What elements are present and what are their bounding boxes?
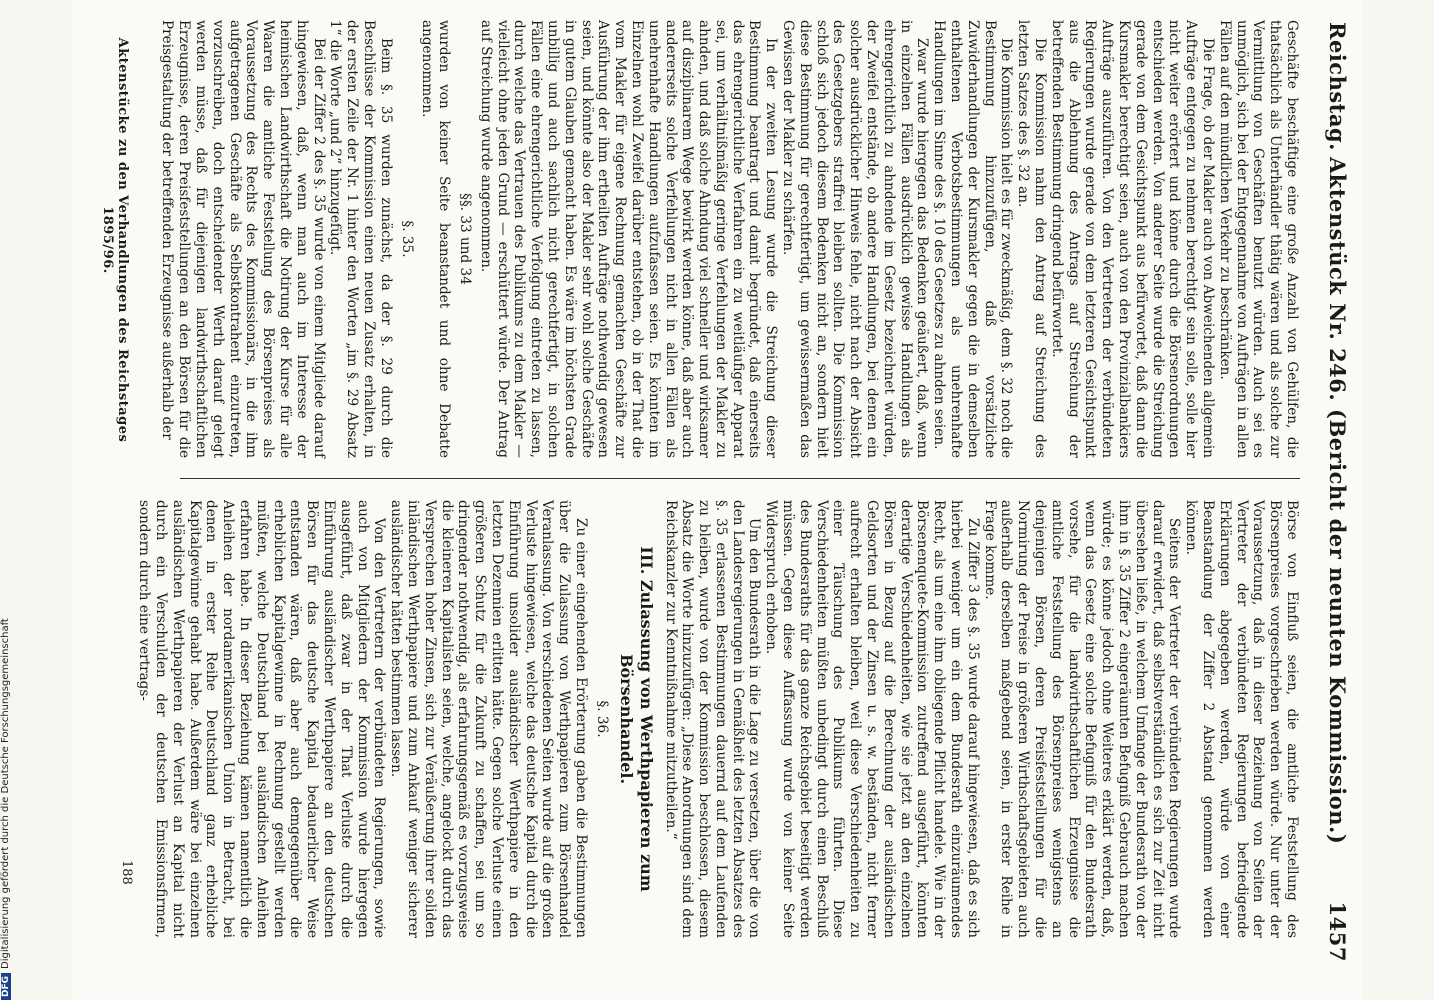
page-header [1310,22,1350,962]
section-heading-33-34: §§. 33 und 34 [456,193,473,285]
header-aktenstueck: Aktenstück Nr. 246. [1325,157,1350,402]
page-signature: 188 [119,860,134,885]
column-divider [180,478,1300,479]
paragraph: Um den Bundesrath in die Lage zu versetzen, über die von den Landesregierungen in Gemäßheit des letzten Absatzes des §. 35 erlassenen Bestimmungen dauernd auf dem Laufenden zu bleiben, wurde von der Kommission beschlossen, diesem Absatz die Worte hinzuzufügen: „Diese Anordnungen sind dem Reichskanzler zur Kenntnißnahme mitzutheilen.“ [662,500,763,938]
section-heading-35: §. 35. [398,220,415,258]
paragraph: Geschäfte beschäftige eine große Anzahl von Gehülfen, die thatsächlich als Unterhändler thätig wären und als solche zur Vermittlung von Geschäften benutzt würden. Auch sei es unmöglich, sich bei der Entgegennahme von Aufträgen in allen Fällen auf den mündlichen Verkehr zu beschränken. [1216,20,1300,458]
paragraph: wurden von keiner Seite beanstandet und ohne Debatte angenommen. [419,20,453,458]
paragraph: Zu einer eingehenden Erörterung gaben die Bestimmungen über die Zulassung von Werthpapieren zum Börsenhandel Veranlassung. Von verschiedenen Seiten wurde auf die großen Verluste hingewiesen, welche das deutsche Kapital durch die Einführung unsolider ausländischer Werthpapiere in den letzten Dezennien erlitten hätte. Gegen solche Verluste einen größeren Schutz für die Zukunft zu schaffen, sei um so dringender nothwendig, als erfahrungsgemäß es vorzugsweise die kleineren Kapitalisten seien, welche, angelockt durch das Versprechen hoher Zinsen, sich zur Veräußerung ihrer soliden inländischen Werthpapiere und zum Ankauf weniger sicherer ausländischer hätten bestimmen lassen. [388,500,589,938]
footer-note: Aktenstücke zu den Verhandlungen des Reichstages 1895/96. [100,37,130,443]
header-kommission: (Bericht der neunten Kommission.) [1325,409,1350,845]
paragraph: Die Kommission hielt es für zweckmäßig, dem §. 32 noch die Bestimmung hinzuzufügen, daß vorsätzliche Zuwiderhandlungen der Kursmakler gegen die in demselben enthaltenen Verbotsbestimmungen als unehrenhafte Handlungen im Sinne des §. 10 des Gesetzes zu ahnden seien. [931,20,1015,458]
paragraph: Börse von Einfluß seien, die amtliche Feststellung des Börsenpreises vorgeschrieben werden würde. Nur unter der Voraussetzung, daß in dieser Beziehung von Seiten der Vertreter der verbündeten Regierungen befriedigende Erklärungen abgegeben werden, würde von einer Beanstandung der Ziffer 2 Abstand genommen werden können. [1183,500,1300,938]
paragraph: Die Kommission nahm den Antrag auf Streichung des letzten Satzes des §. 32 an. [1015,20,1049,458]
page-number: 1457 [1325,901,1350,962]
paragraph: Beim §. 35 wurden zunächst, da der §. 29 durch die Beschlüsse der Kommission einen neuen Zusatz erhalten, in der ersten Zeile der Nr. 1 hinter den Worten „im §. 29 Absatz 1“ die Worte „und 2“ hinzugefügt. [327,20,394,458]
paragraph: Bei der Ziffer 2 des §. 35 wurde von einem Mitgliede darauf hingewiesen, daß, wenn man auch im Interesse der heimischen Landwirthschaft die Notirung der Kurse für alle Waaren die amtliche Feststellung des Börsenpreises als Voraussetzung des Rechts des Kommissionärs, in die ihm aufgetragenen Geschäfte als Selbstkontrahent einzutreten, vorzuschreiben, doch entscheidender Werth darauf gelegt werden müsse, daß für diejenigen landwirthschaftlichen Erzeugnisse, deren Preisfeststellungen an den Börsen für die Preisgestaltung der betreffenden Erzeugnisse außerhalb der [159,20,327,458]
left-column [159,20,1300,458]
paragraph: In der zweiten Lesung wurde die Streichung dieser Bestimmung beantragt und damit begründet, daß einerseits das ehrengerichtliche Verfahren ein zu weitläufiger Apparat sei, um verhältnißmäßig geringe Verfehlungen der Makler zu ahnden, und daß solche Ahndung viel schneller und wirksamer auf disziplinarem Wege bewirkt werden könne, daß aber auch andererseits solche Verfehlungen nicht in allen Fällen als unehrenhafte Handlungen aufzufassen seien. Es könnten im Einzelnen wohl Zweifel darüber entstehen, ob in der That die vom Makler für eigene Rechnung gemachten Geschäfte zur Ausführung der ihm ertheilten Aufträge nothwendig gewesen seien, und könnte also der Makler sehr wohl solche Geschäfte in gutem Glauben gemacht haben. Es wäre im höchsten Grade unbillig und auch sachlich nicht gerechtfertigt, in solchen Fällen eine ehrengerichtliche Verfolgung eintreten zu lassen, durch welche das Vertrauen des Publikums zu dem Makler — vielleicht ohne jeden Grund — erschüttert würde. Der Antrag auf Streichung wurde angenommen. [477,20,780,458]
digitization-text: Digitalisierung gefördert durch die Deutsche Forschungsgemeinschaft [0,618,11,969]
paragraph: Zu Ziffer 3 des §. 35 wurde darauf hingewiesen, daß es sich hierbei weniger um ein dem Bundesrath einzuräumendes Recht, als um eine ihm obliegende Pflicht handele. Wie in der Börsenenquete-Kommission zutreffend ausgeführt, könnten derartige Verschiedenheiten, wie sie jetzt an den einzelnen Börsen in Bezug auf die Berechnung der ausländischen Geldsorten und der Zinsen u. s. w. beständen, nicht ferner aufrecht erhalten bleiben, weil diese Verschiedenheiten zu einer Täuschung des Publikums führten. Diese Verschiedenheiten müßten unbedingt durch einen Beschluß des Bundesraths für das ganze Reichsgebiet beseitigt werden müssen. Gegen diese Auffassung wurde von keiner Seite Widerspruch erhoben. [763,500,981,938]
chapter-heading: III. Zulassung von Werthpapieren zum Börsenhandel. [616,546,656,892]
right-column [136,500,1300,938]
paragraph: Von den Vertretern der verbündeten Regierungen, sowie auch von Mitgliedern der Kommission wurde hiergegen ausgeführt, daß zwar in der That Verluste durch die Einführung ausländischer Werthpapiere an den deutschen Börsen für das deutsche Kapital bedauerlicher Weise entstanden wären, daß aber auch demgegenüber die erheblichen Kapitalgewinne in Rechnung gestellt werden müßten, welche Deutschland bei ausländischen Anleihen erfahren habe. In dieser Beziehung kämen namentlich die Anleihen der nordamerikanischen Union in Betracht, bei denen in erster Reihe Deutschland ganz erhebliche Kapitalgewinne gehabt habe. Außerdem wäre bei einzelnen ausländischen Werthpapieren der Verlust an Kapital nicht durch ein Verschulden der deutschen Emissionsfirmen, sondern durch eine vertrags- [136,500,388,938]
paragraph: Seitens der Vertreter der verbündeten Regierungen wurde darauf erwidert, daß selbstverständlich es sich zur Zeit nicht übersehen ließe, in welchem Umfange der Bundesrath von der ihm in §. 35 Ziffer 2 eingeräumten Befugniß Gebrauch machen würde; es könne jedoch ohne Weiteres erklärt werden, daß, wenn das Gesetz eine solche Befugniß für den Bundesrath vorsehe, für die landwirthschaftlichen Erzeugnisse die amtliche Feststellung des Börsenpreises wenigstens an denjenigen Börsen, deren Preisfeststellungen für die Normirung der Preise in größeren Wirthschaftsgebieten auch außerhalb derselben maßgebend seien, in erster Reihe in Frage komme. [981,500,1183,938]
digitization-note [0,0,16,1000]
header-reichstag: Reichstag. [1325,22,1350,151]
dfg-logo-icon: DFG [1,973,11,1000]
paragraph: Die Frage, ob der Makler auch von Abweichenden allgemein Aufträge entgegen zu nehmen berechtigt sein solle, solle hier nicht weiter erörtert und könne durch die Börsenordnungen entschieden werden. Von anderer Seite wurde die Streichung gerade von dem Gesichtspunkt aus befürwortet, daß dann die Kursmakler berechtigt seien, auch von den Provinzialbankiers Aufträge auszuführen. Von den Vertretern der verbündeten Regierungen wurde gerade von dem letzteren Gesichtspunkt aus die Ablehnung des Antrags auf Streichung der betreffenden Bestimmung dringend befürwortet. [1048,20,1217,458]
rotated-page-content [72,0,1362,1000]
header-title [1325,157,1350,844]
section-heading-36: §. 36. [593,700,610,738]
paragraph: Zwar wurde hiergegen das Bedenken geäußert, daß, wenn in einzelnen Fällen ausdrücklich gewisse Handlungen als ehrengerichtlich zu ahndende im Gesetz bezeichnet würden, der Zweifel entstände, ob andere Handlungen, bei denen ein solcher ausdrücklicher Hinweis fehle, nicht nach der Absicht des Gesetzgebers straffrei bleiben sollten. Die Kommission schloß sich jedoch diesem Bedenken nicht an, sondern hielt diese Bestimmung für gerechtfertigt, um gewissermaßen das Gewissen der Makler zu schärfen. [780,20,931,458]
